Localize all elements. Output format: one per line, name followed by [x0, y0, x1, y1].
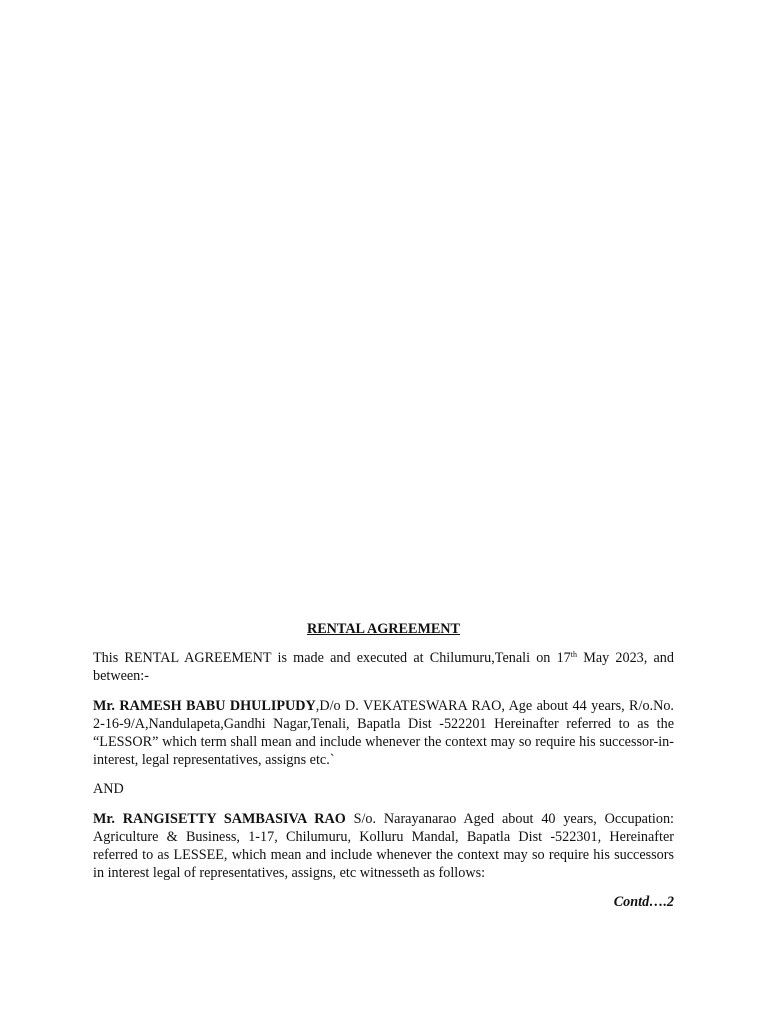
date-superscript: th [570, 650, 578, 660]
lessee-paragraph [93, 810, 674, 883]
intro-text-continued: May 2023, and between:- [93, 650, 674, 685]
intro-paragraph [93, 649, 674, 685]
and-separator: AND [93, 781, 124, 798]
lessee-name: Mr. RANGISETTY SAMBASIVA RAO [93, 810, 346, 827]
document-title: RENTAL AGREEMENT [306, 621, 461, 637]
continuation-marker: Contd….2 [613, 894, 674, 911]
lessor-paragraph [93, 697, 674, 770]
lessor-details: ,D/o D. VEKATESWARA RAO, Age about 44 years, R/o.No. 2-16-9/A,Nandulapeta,Gandhi Nagar,Tenali, Bapatla Dist -522201 Hereinafter referred to as the “LESSOR” which term shall mean and include whenever the context may so require his successor-in-interest, legal representatives, assigns etc.` [93, 697, 674, 769]
intro-text: This RENTAL AGREEMENT is made and executed at Chilumuru,Tenali on 17 [93, 650, 571, 667]
document-page [93, 620, 674, 912]
lessee-details: S/o. Narayanarao Aged about 40 years, Occupation: Agriculture & Business, 1-17, Chilumuru, Kolluru Mandal, Bapatla Dist -522301, Hereinafter referred to as LESSEE, which mean and include whenever the context may so require his successors in interest legal of representatives, assigns, etc witnesseth as follows: [93, 810, 674, 882]
lessor-name: Mr. RAMESH BABU DHULIPUDY [93, 697, 316, 714]
